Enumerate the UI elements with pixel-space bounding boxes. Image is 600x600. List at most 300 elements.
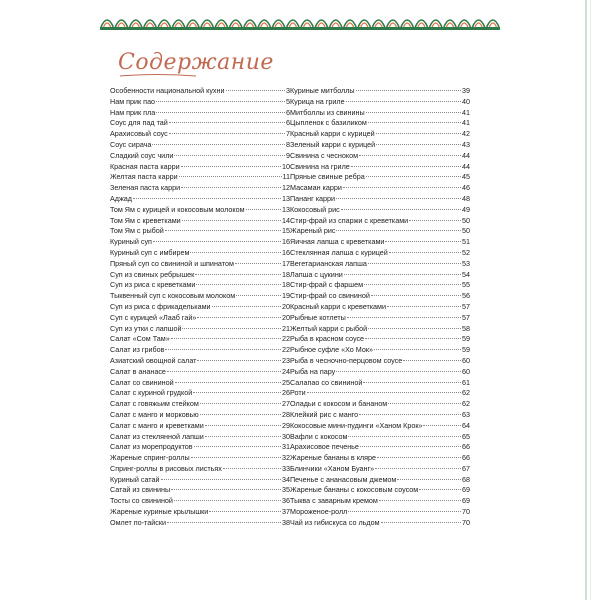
toc-entry-title: Нам прик пао: [110, 96, 156, 106]
toc-entry-title: Салат со свининой: [110, 377, 174, 387]
toc-entry-page: 46: [462, 183, 470, 193]
toc-entry: [290, 421, 470, 432]
toc-column-left: [110, 86, 290, 529]
toc-entry-title: Куриный суп с имбирем: [110, 247, 190, 257]
toc-entry-title: Суп из свиных ребрышек: [110, 269, 195, 279]
toc-entry: [290, 129, 470, 140]
dot-leader: [381, 522, 461, 523]
toc-entry-title: Рыба в чесночно-перцовом соусе: [290, 355, 403, 365]
toc-entry: [110, 367, 290, 378]
toc-entry-page: 27: [282, 399, 290, 409]
toc-entry: [290, 345, 470, 356]
toc-entry-page: 21: [282, 323, 290, 333]
toc-entry-title: Том Ям с креветками: [110, 215, 181, 225]
toc-entry-title: Печенье с ананасовым джемом: [290, 474, 397, 484]
dot-leader: [348, 511, 461, 512]
toc-entry: [110, 259, 290, 270]
dot-leader: [351, 166, 461, 167]
toc-entry: [110, 324, 290, 335]
toc-entry-title: Свинина с чесноком: [290, 150, 359, 160]
toc-entry-title: Сатай из свинины: [110, 485, 171, 495]
toc-entry-title: Блинчики «Ханом Буанг»: [290, 463, 375, 473]
toc-entry: [290, 86, 470, 97]
toc-entry-title: Суп из риса с фрикадельками: [110, 301, 211, 311]
toc-entry-title: Соус для пад тай: [110, 118, 168, 128]
toc-entry: [290, 475, 470, 486]
toc-entry-title: Лапша с цукини: [290, 269, 343, 279]
toc-entry-title: Салат в ананасе: [110, 366, 166, 376]
toc-entry-title: Суп из утки с лапшой: [110, 323, 182, 333]
toc-entry: [110, 485, 290, 496]
dot-leader: [181, 187, 281, 188]
toc-entry-title: Стир-фрай со свининой: [290, 291, 370, 301]
dot-leader: [191, 457, 281, 458]
toc-entry: [290, 237, 470, 248]
dot-leader: [341, 209, 461, 210]
toc-entry-title: Куриный суп: [110, 237, 152, 247]
dot-leader: [366, 176, 461, 177]
toc-entry-title: Том Ям с рыбой: [110, 226, 164, 236]
toc-entry: [110, 151, 290, 162]
toc-entry-page: 52: [462, 247, 470, 257]
dot-leader: [236, 295, 281, 296]
toc-entry-title: Жареные спринг-роллы: [110, 453, 190, 463]
toc-entry-title: Нам прик пла: [110, 107, 156, 117]
toc-entry-page: 59: [462, 334, 470, 344]
toc-entry-page: 69: [462, 485, 470, 495]
toc-entry-title: Стеклянная лапша с курицей: [290, 247, 388, 257]
toc-entry: [290, 97, 470, 108]
toc-entry-page: 13: [282, 193, 290, 203]
toc-entry: [290, 399, 470, 410]
toc-entry: [290, 378, 470, 389]
toc-entry: [110, 270, 290, 281]
toc-entry-page: 66: [462, 453, 470, 463]
toc-entry-title: Салат с куриной грудкой: [110, 388, 193, 398]
toc-entry-page: 16: [282, 237, 290, 247]
toc-entry: [290, 496, 470, 507]
dot-leader: [423, 425, 461, 426]
toc-entry: [290, 172, 470, 183]
dot-leader: [223, 468, 281, 469]
toc-entry-title: Суп с курицей «Лааб гай»: [110, 312, 197, 322]
toc-entry: [290, 324, 470, 335]
toc-entry: [110, 410, 290, 421]
toc-entry-page: 70: [462, 517, 470, 527]
dot-leader: [348, 436, 461, 437]
toc-entry-page: 18: [282, 280, 290, 290]
dot-leader: [343, 187, 461, 188]
dot-leader: [174, 155, 285, 156]
dot-leader: [360, 446, 461, 447]
toc-entry-title: Кокосовый рис: [290, 204, 340, 214]
toc-entry: [110, 183, 290, 194]
toc-entry-page: 59: [462, 345, 470, 355]
dot-leader: [179, 176, 282, 177]
toc-entry-page: 44: [462, 161, 470, 171]
toc-entry-title: Пряные свиные ребра: [290, 172, 365, 182]
toc-entry-title: Рыбное суфле «Хо Мок»: [290, 345, 373, 355]
toc-entry-title: Салат из морепродуктов: [110, 442, 193, 452]
toc-entry: [290, 216, 470, 227]
dot-leader: [376, 144, 461, 145]
dot-leader: [174, 500, 281, 501]
toc-entry-title: Жареные бананы в кляре: [290, 453, 377, 463]
toc-entry-title: Салат «Сом Там»: [110, 334, 170, 344]
toc-entry: [290, 118, 470, 129]
dot-leader: [246, 209, 281, 210]
toc-entry-page: 37: [282, 507, 290, 517]
toc-entry: [110, 248, 290, 259]
toc-entry-title: Мороженое-ролл: [290, 507, 348, 517]
toc-entry-page: 62: [462, 399, 470, 409]
toc-entry-title: Салат из грибов: [110, 345, 165, 355]
toc-entry-page: 14: [282, 215, 290, 225]
toc-entry-page: 5: [286, 96, 290, 106]
toc-entry-page: 68: [462, 474, 470, 484]
toc-entry: [290, 248, 470, 259]
toc-entry: [110, 97, 290, 108]
dot-leader: [403, 360, 461, 361]
toc-entry-page: 11: [282, 172, 290, 182]
toc-entry: [290, 432, 470, 443]
toc-entry-title: Оладьи с кокосом и бананом: [290, 399, 388, 409]
dot-leader: [307, 392, 461, 393]
dot-leader: [346, 101, 461, 102]
dot-leader: [363, 382, 461, 383]
toc-entry-title: Тыква с заварным кремом: [290, 496, 378, 506]
toc-entry: [290, 151, 470, 162]
toc-entry-page: 16: [282, 247, 290, 257]
dot-leader: [389, 252, 461, 253]
toc-entry-page: 3: [286, 86, 290, 95]
dot-leader: [156, 112, 285, 113]
dot-leader: [359, 414, 461, 415]
toc-entry-page: 69: [462, 496, 470, 506]
dot-leader: [419, 489, 461, 490]
toc-entry: [290, 410, 470, 421]
dot-leader: [205, 425, 281, 426]
toc-entry: [290, 507, 470, 518]
dot-leader: [167, 522, 281, 523]
toc-entry-title: Курица на гриле: [290, 96, 345, 106]
dot-leader: [194, 446, 281, 447]
dot-leader: [200, 403, 281, 404]
toc-entry: [110, 86, 290, 97]
toc-entry: [110, 518, 290, 529]
toc-entry-page: 7: [286, 129, 290, 139]
toc-entry-page: 60: [462, 355, 470, 365]
toc-entry-page: 18: [282, 269, 290, 279]
toc-entry-title: Клейкий рис с манго: [290, 409, 359, 419]
toc-entry: [110, 421, 290, 432]
toc-entry-title: Соус сирача: [110, 139, 152, 149]
toc-entry: [110, 118, 290, 129]
toc-entry-page: 55: [462, 280, 470, 290]
dot-leader: [374, 349, 461, 350]
toc-entry-page: 29: [282, 420, 290, 430]
toc-entry: [290, 270, 470, 281]
toc-entry-page: 42: [462, 129, 470, 139]
dot-leader: [196, 284, 281, 285]
toc-entry-title: Красная паста карри: [110, 161, 180, 171]
toc-entry: [110, 356, 290, 367]
toc-entry: [110, 226, 290, 237]
toc-entry-title: Омлет по-тайски: [110, 517, 167, 527]
toc-entry: [290, 334, 470, 345]
toc-entry: [290, 259, 470, 270]
toc-entry-title: Рыба на пару: [290, 366, 336, 376]
toc-entry: [290, 518, 470, 529]
toc-entry-page: 24: [282, 366, 290, 376]
toc-entry: [290, 485, 470, 496]
toc-entry: [110, 216, 290, 227]
toc-entry-title: Яичная лапша с креветками: [290, 237, 385, 247]
dot-leader: [165, 349, 281, 350]
dot-leader: [156, 101, 285, 102]
toc-entry-page: 32: [282, 453, 290, 463]
toc-entry-title: Стир-фрай из спаржи с креветками: [290, 215, 409, 225]
toc-entry-page: 25: [282, 377, 290, 387]
toc-entry-title: Митболлы из свинины: [290, 107, 365, 117]
toc-entry-title: Цыпленок с базиликом: [290, 118, 367, 128]
toc-entry: [110, 388, 290, 399]
dot-leader: [181, 166, 281, 167]
toc-entry: [110, 172, 290, 183]
toc-entry-page: 51: [462, 237, 470, 247]
toc-entry-page: 36: [282, 496, 290, 506]
toc-entry-title: Свинина на гриле: [290, 161, 350, 171]
toc-entry-title: Жареные куриные крылышки: [110, 507, 209, 517]
toc-entry-page: 13: [282, 204, 290, 214]
dot-leader: [371, 295, 461, 296]
toc-entry-page: 57: [462, 301, 470, 311]
toc-entry: [110, 194, 290, 205]
dot-leader: [161, 479, 281, 480]
toc-entry-title: Салапао со свининой: [290, 377, 363, 387]
toc-entry: [110, 140, 290, 151]
toc-entry-page: 61: [462, 377, 470, 387]
dot-leader: [197, 317, 281, 318]
toc-entry: [110, 345, 290, 356]
dot-leader: [212, 306, 281, 307]
toc-entry-page: 26: [282, 388, 290, 398]
dot-leader: [409, 220, 461, 221]
dot-leader: [368, 122, 461, 123]
dot-leader: [171, 489, 281, 490]
toc-entry-title: Том Ям с курицей и кокосовым молоком: [110, 204, 245, 214]
toc-entry-page: 20: [282, 301, 290, 311]
toc-entry-page: 58: [462, 323, 470, 333]
toc-entry-title: Красный карри с креветками: [290, 301, 387, 311]
toc-entry-title: Тыквенный суп с кокосовым молоком: [110, 291, 236, 301]
toc-entry-title: Кокосовые мини-пудинги «Ханом Крок»: [290, 420, 423, 430]
toc-entry-page: 38: [282, 517, 290, 527]
toc-entry-page: 12: [282, 183, 290, 193]
toc-entry-title: Салат с говяжьим стейком: [110, 399, 199, 409]
toc-entry-page: 22: [282, 345, 290, 355]
toc-entry-title: Роти: [290, 388, 306, 398]
dot-leader: [165, 230, 281, 231]
toc-entry-page: 50: [462, 226, 470, 236]
toc-entry: [290, 108, 470, 119]
toc-entry-page: 6: [286, 107, 290, 117]
dot-leader: [175, 382, 281, 383]
toc-entry-title: Салат с манго и креветками: [110, 420, 204, 430]
toc-entry-page: 50: [462, 215, 470, 225]
dot-leader: [368, 263, 461, 264]
toc-entry: [110, 302, 290, 313]
toc-entry: [110, 453, 290, 464]
dot-leader: [235, 263, 281, 264]
toc-entry-page: 53: [462, 258, 470, 268]
toc-entry: [290, 356, 470, 367]
toc-entry-title: Рыбные котлеты: [290, 312, 346, 322]
toc-entry-page: 48: [462, 193, 470, 203]
dot-leader: [366, 112, 461, 113]
dot-leader: [347, 317, 461, 318]
dot-leader: [397, 479, 461, 480]
title-underline-decoration: [118, 74, 198, 78]
toc-entry-title: Особенности национальной кухни: [110, 86, 225, 95]
dot-leader: [336, 371, 461, 372]
toc-entry: [110, 432, 290, 443]
toc-entry-page: 31: [282, 442, 290, 452]
toc-entry: [290, 442, 470, 453]
toc-entry-page: 67: [462, 463, 470, 473]
toc-entry: [290, 280, 470, 291]
toc-entry: [290, 183, 470, 194]
toc-entry-page: 28: [282, 409, 290, 419]
toc-entry-page: 65: [462, 431, 470, 441]
toc-entry-title: Салат из стеклянной лапши: [110, 431, 204, 441]
toc-entry-page: 43: [462, 139, 470, 149]
toc-entry: [290, 162, 470, 173]
toc-entry-title: Арахисовый соус: [110, 129, 168, 139]
toc-entry: [290, 464, 470, 475]
dot-leader: [195, 274, 281, 275]
toc-entry: [290, 453, 470, 464]
dot-leader: [368, 328, 461, 329]
toc-entry-title: Зеленый карри с курицей: [290, 139, 376, 149]
toc-entry: [290, 388, 470, 399]
toc-entry-page: 66: [462, 442, 470, 452]
dot-leader: [133, 198, 281, 199]
toc-entry: [110, 475, 290, 486]
toc-entry-page: 35: [282, 485, 290, 495]
dot-leader: [359, 155, 461, 156]
toc-entry-page: 8: [286, 139, 290, 149]
toc-entry-title: Зеленая паста карри: [110, 183, 181, 193]
dot-leader: [169, 133, 285, 134]
toc-entry: [110, 162, 290, 173]
toc-entry-page: 63: [462, 409, 470, 419]
toc-entry-title: Чай из гибискуса со льдом: [290, 517, 380, 527]
toc-entry: [290, 367, 470, 378]
toc-entry-title: Пананг карри: [290, 193, 336, 203]
toc-entry: [110, 280, 290, 291]
toc-entry-page: 56: [462, 291, 470, 301]
dot-leader: [171, 338, 281, 339]
toc-entry-page: 30: [282, 431, 290, 441]
toc-entry: [110, 129, 290, 140]
toc-entry-page: 54: [462, 269, 470, 279]
dot-leader: [379, 500, 461, 501]
toc-entry-title: Салат с манго и морковью: [110, 409, 199, 419]
dot-leader: [152, 144, 285, 145]
dot-leader: [193, 392, 281, 393]
dot-leader: [385, 241, 461, 242]
toc-entry-page: 34: [282, 474, 290, 484]
toc-entry: [110, 108, 290, 119]
toc-entry: [110, 442, 290, 453]
toc-entry: [110, 291, 290, 302]
toc-entry-title: Красный карри с курицей: [290, 129, 375, 139]
dot-leader: [377, 457, 461, 458]
toc-entry: [290, 302, 470, 313]
toc-entry: [110, 313, 290, 324]
dot-leader: [336, 198, 461, 199]
toc-entry-title: Пряный суп со свининой и шпинатом: [110, 258, 234, 268]
toc-entry-page: 9: [286, 150, 290, 160]
dot-leader: [200, 414, 281, 415]
dot-leader: [205, 436, 281, 437]
toc-entry-title: Азиатский овощной салат: [110, 355, 197, 365]
dot-leader: [356, 90, 461, 91]
dot-leader: [336, 230, 461, 231]
dot-leader: [153, 241, 281, 242]
toc-entry: [290, 313, 470, 324]
toc-entry-title: Масаман карри: [290, 183, 342, 193]
dot-leader: [209, 511, 281, 512]
dot-leader: [387, 306, 461, 307]
toc-entry-title: Рыба в красном соусе: [290, 334, 365, 344]
toc-entry-title: Вафли с кокосом: [290, 431, 348, 441]
toc-entry-title: Вегетарианская лапша: [290, 258, 367, 268]
toc-entry-page: 57: [462, 312, 470, 322]
toc-entry-title: Желтая паста карри: [110, 172, 178, 182]
toc-entry-page: 40: [462, 96, 470, 106]
toc-entry-page: 15: [282, 226, 290, 236]
decorative-ornament-border: [100, 12, 500, 32]
dot-leader: [182, 328, 281, 329]
toc-entry: [110, 507, 290, 518]
toc-entry-page: 6: [286, 118, 290, 128]
page-title: Содержание: [118, 50, 274, 75]
dot-leader: [375, 468, 461, 469]
dot-leader: [364, 284, 461, 285]
toc-entry: [110, 399, 290, 410]
toc-column-right: [290, 86, 470, 529]
toc-entry: [110, 496, 290, 507]
toc-entry-page: 41: [462, 118, 470, 128]
toc-entry: [110, 378, 290, 389]
toc-entry-title: Аджад: [110, 193, 132, 203]
dot-leader: [182, 220, 281, 221]
toc-entry-page: 60: [462, 366, 470, 376]
toc-entry-page: 19: [282, 291, 290, 301]
toc-entry-title: Куриный сатай: [110, 474, 160, 484]
toc-entry-page: 22: [282, 334, 290, 344]
dot-leader: [226, 90, 285, 91]
toc-entry: [290, 226, 470, 237]
toc-entry-page: 33: [282, 463, 290, 473]
toc-entry: [110, 464, 290, 475]
toc-entry-page: 10: [282, 161, 290, 171]
toc-entry-title: Сладкий соус чили: [110, 150, 174, 160]
dot-leader: [167, 371, 281, 372]
toc-entry-title: Арахисовое печенье: [290, 442, 359, 452]
